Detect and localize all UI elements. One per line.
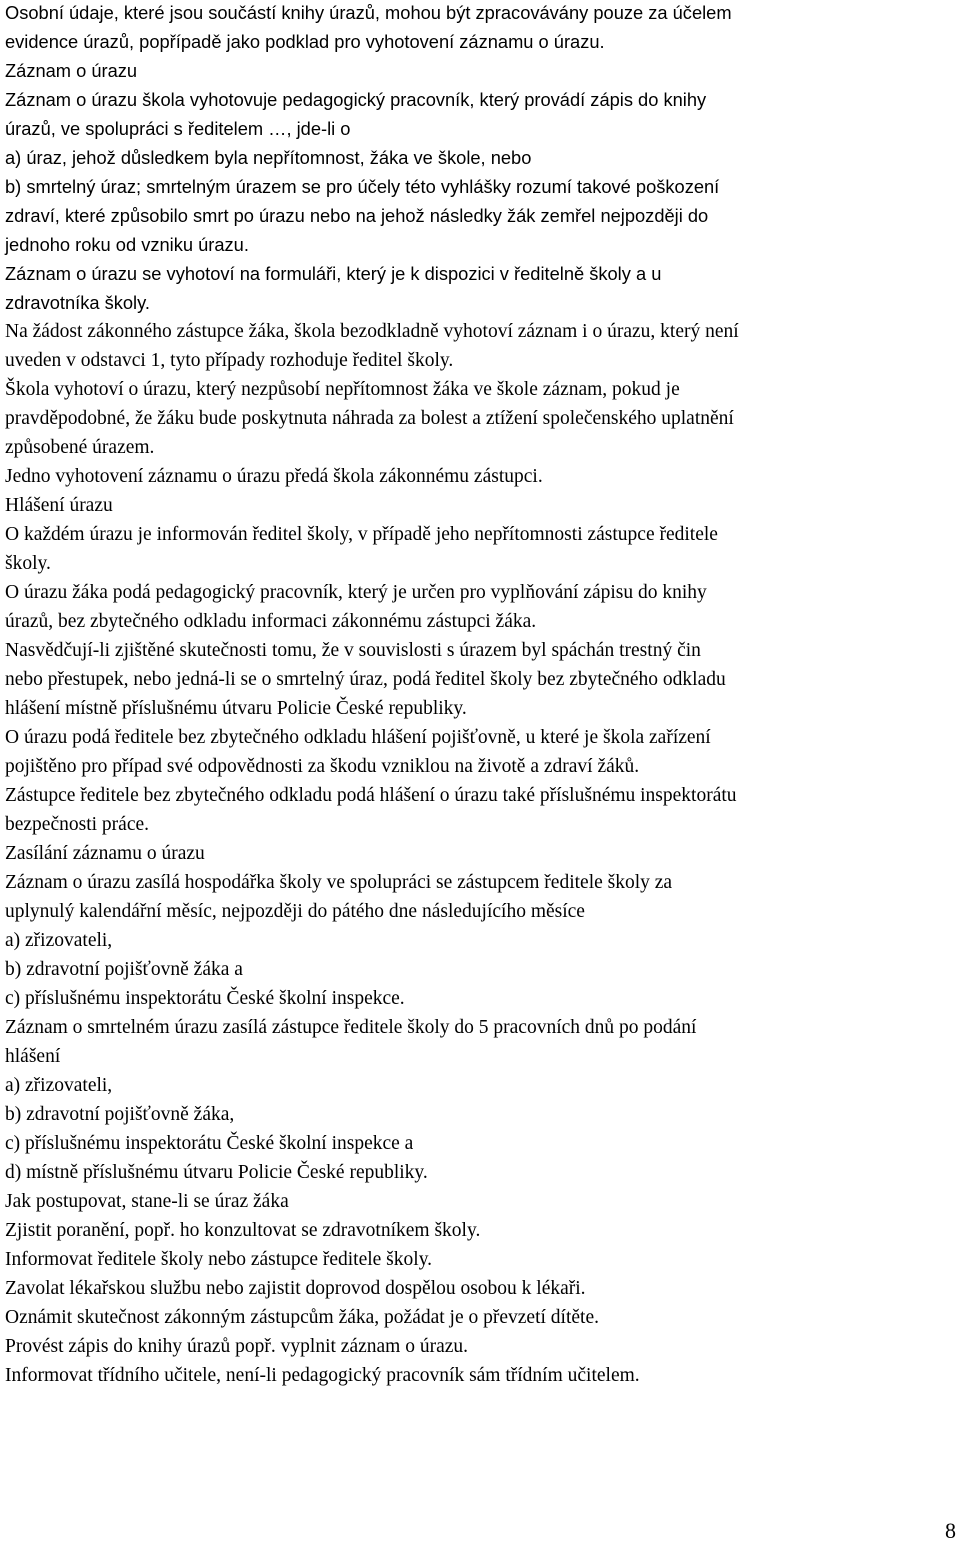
- section-heading: Zasílání záznamu o úrazu: [5, 843, 205, 864]
- procedure-step: Zavolat lékařskou službu nebo zajistit doprovod dospělou osobou k lékaři.: [5, 1278, 586, 1299]
- page-number: 8: [945, 1518, 956, 1543]
- text-line: Zástupce ředitele bez zbytečného odkladu podá hlášení o úrazu také příslušnému inspektorátu: [5, 785, 737, 806]
- section-heading: Hlášení úrazu: [5, 495, 113, 516]
- text-line: pravděpodobné, že žáku bude poskytnuta náhrada za bolest a ztížení společenského uplatnění: [5, 408, 734, 429]
- text-line: úrazů, ve spolupráci s ředitelem …, jde-li o: [5, 118, 351, 139]
- text-line: Záznam o smrtelném úrazu zasílá zástupce ředitele školy do 5 pracovních dnů po podání: [5, 1017, 697, 1038]
- text-line: zdraví, které způsobilo smrt po úrazu nebo na jehož následky žák zemřel nejpozději do: [5, 205, 709, 226]
- text-line: zdravotníka školy.: [5, 292, 150, 313]
- section-heading: Jak postupovat, stane-li se úraz žáka: [5, 1191, 289, 1212]
- text-line: uplynulý kalendářní měsíc, nejpozději do pátého dne následujícího měsíce: [5, 901, 585, 922]
- text-line: evidence úrazů, popřípadě jako podklad pro vyhotovení záznamu o úrazu.: [5, 31, 605, 52]
- list-item: a) zřizovateli,: [5, 1075, 113, 1096]
- text-line: hlášení místně příslušnému útvaru Policie České republiky.: [5, 698, 467, 719]
- text-line: O úrazu žáka podá pedagogický pracovník, který je určen pro vyplňování zápisu do knihy: [5, 582, 707, 603]
- list-item: b) zdravotní pojišťovně žáka,: [5, 1104, 235, 1125]
- text-line: Záznam o úrazu se vyhotoví na formuláři, který je k dispozici v ředitelně školy a u: [5, 263, 662, 284]
- text-line: Škola vyhotoví o úrazu, který nezpůsobí nepřítomnost žáka ve škole záznam, pokud je: [5, 379, 680, 400]
- list-item: a) zřizovateli,: [5, 930, 113, 951]
- text-line: nebo přestupek, nebo jedná-li se o smrtelný úraz, podá ředitel školy bez zbytečného odkladu: [5, 669, 726, 690]
- text-line: Záznam o úrazu škola vyhotovuje pedagogický pracovník, který provádí zápis do knihy: [5, 89, 707, 110]
- list-item: d) místně příslušnému útvaru Policie České republiky.: [5, 1162, 428, 1183]
- procedure-step: Provést zápis do knihy úrazů popř. vyplnit záznam o úrazu.: [5, 1336, 469, 1357]
- list-item: c) příslušnému inspektorátu České školní inspekce.: [5, 988, 405, 1009]
- text-line: hlášení: [5, 1046, 61, 1067]
- text-line: školy.: [5, 553, 51, 574]
- text-line: Nasvědčují-li zjištěné skutečnosti tomu, že v souvislosti s úrazem byl spáchán trestný čin: [5, 640, 701, 661]
- list-item: a) úraz, jehož důsledkem byla nepřítomnost, žáka ve škole, nebo: [5, 147, 532, 168]
- list-item: c) příslušnému inspektorátu České školní inspekce a: [5, 1133, 414, 1154]
- text-line: O každém úrazu je informován ředitel školy, v případě jeho nepřítomnosti zástupce ředitele: [5, 524, 718, 545]
- text-line: úrazů, bez zbytečného odkladu informaci zákonnému zástupci žáka.: [5, 611, 537, 632]
- procedure-step: Informovat ředitele školy nebo zástupce ředitele školy.: [5, 1249, 433, 1270]
- text-line: Záznam o úrazu zasílá hospodářka školy ve spolupráci se zástupcem ředitele školy za: [5, 872, 673, 893]
- text-line: Na žádost zákonného zástupce žáka, škola bezodkladně vyhotoví záznam i o úrazu, který není: [5, 321, 739, 342]
- text-line: pojištěno pro případ své odpovědnosti za škodu vzniklou na životě a zdraví žáků.: [5, 756, 640, 777]
- text-line: O úrazu podá ředitele bez zbytečného odkladu hlášení pojišťovně, u které je škola zařízení: [5, 727, 711, 748]
- procedure-step: Informovat třídního učitele, není-li pedagogický pracovník sám třídním učitelem.: [5, 1365, 640, 1386]
- list-item: b) zdravotní pojišťovně žáka a: [5, 959, 243, 980]
- section-heading: Záznam o úrazu: [5, 60, 138, 81]
- text-line: jednoho roku od vzniku úrazu.: [5, 234, 249, 255]
- document-body: [5, 0, 955, 1390]
- procedure-step: Oznámit skutečnost zákonným zástupcům žáka, požádat je o převzetí dítěte.: [5, 1307, 599, 1328]
- text-line: Osobní údaje, které jsou součástí knihy úrazů, mohou být zpracovávány pouze za účelem: [5, 2, 732, 23]
- text-line: Jedno vyhotovení záznamu o úrazu předá škola zákonnému zástupci.: [5, 466, 543, 487]
- text-line: způsobené úrazem.: [5, 437, 155, 458]
- list-item: b) smrtelný úraz; smrtelným úrazem se pro účely této vyhlášky rozumí takové poškození: [5, 176, 720, 197]
- text-line: bezpečnosti práce.: [5, 814, 150, 835]
- procedure-step: Zjistit poranění, popř. ho konzultovat se zdravotníkem školy.: [5, 1220, 481, 1241]
- text-line: uveden v odstavci 1, tyto případy rozhoduje ředitel školy.: [5, 350, 454, 371]
